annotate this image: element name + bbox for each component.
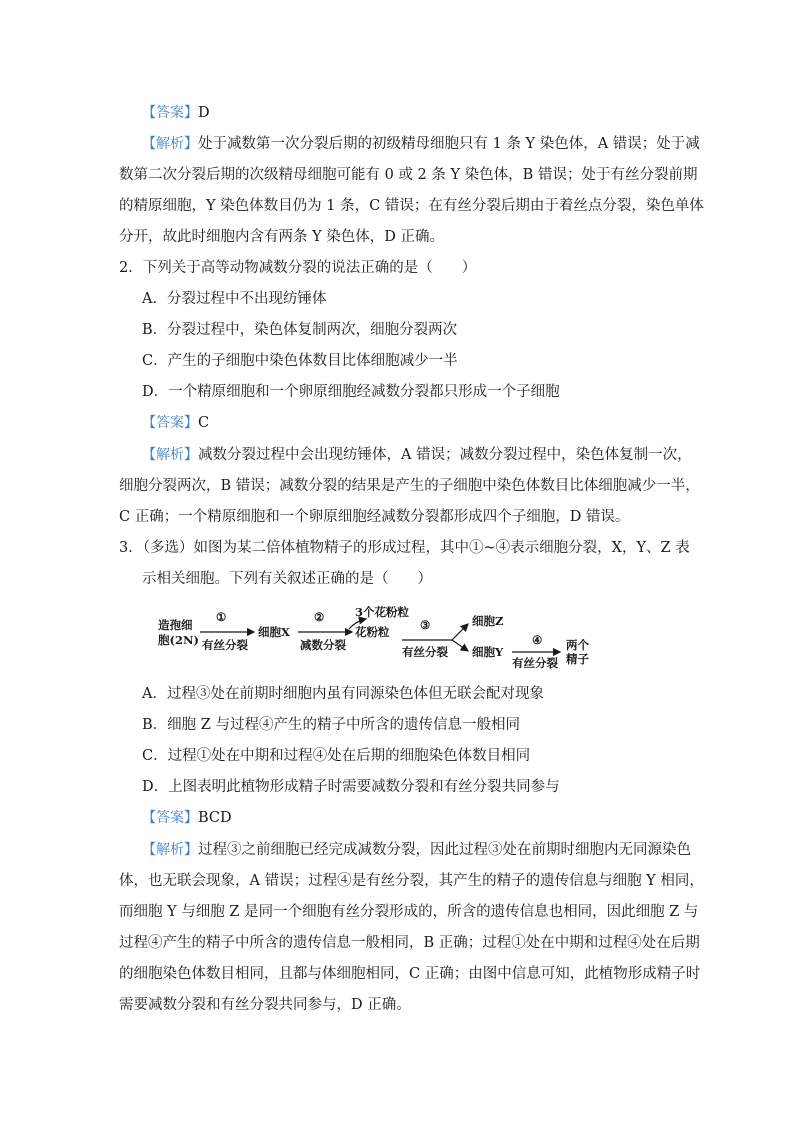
analysis-text: 过程③之前细胞已经完成减数分裂，因此过程③处在前期时细胞内无同源染色 <box>198 842 691 858</box>
q3-analysis-line: 的细胞染色体数目相同，且都与体细胞相同，C 正确；由图中信息可知，此植物形成精子时 <box>119 966 701 982</box>
step-3-label: 有丝分裂 <box>402 645 448 659</box>
step-3-number: ③ <box>420 618 431 632</box>
q3-option-b: B．细胞 Z 与过程④产生的精子中所含的遗传信息一般相同 <box>142 717 520 733</box>
q3-stem-line: 示相关细胞。下列有关叙述正确的是（ ） <box>142 571 432 587</box>
answer-value: C <box>198 415 210 431</box>
cell-z-label: 细胞Z <box>472 614 504 628</box>
q1-analysis-line: 分开，故此时细胞内含有两条 Y 染色体，D 正确。 <box>119 229 445 245</box>
start-cell-label: 造孢细 <box>158 618 193 632</box>
q3-stem-line: 3．（多选）如图为某二倍体植物精子的形成过程，其中①~④表示细胞分裂，X，Y、Z 表 <box>119 540 690 556</box>
analysis-tag: 【解析】 <box>142 842 198 858</box>
answer-tag: 【答案】 <box>142 810 198 826</box>
step-2-number: ② <box>314 610 325 624</box>
pollen-label: 花粉粒 <box>355 625 390 639</box>
q2-analysis-line: 细胞分裂两次，B 错误；减数分裂的结果是产生的子细胞中染色体数目比体细胞减少一半， <box>119 478 700 494</box>
answer-tag: 【答案】 <box>142 415 198 431</box>
analysis-text: 处于减数第一次分裂后期的初级精母细胞只有 1 条 Y 染色体，A 错误；处于减 <box>198 136 700 152</box>
start-cell-label: 胞(2N) <box>158 633 199 647</box>
answer-value: BCD <box>198 810 232 826</box>
step-4-number: ④ <box>532 633 543 647</box>
step-1-number: ① <box>216 610 227 624</box>
q3-analysis-line: 过程④产生的精子中所含的遗传信息一般相同，B 正确；过程①处在中期和过程④处在后期 <box>119 935 700 951</box>
end-cell-label: 精子 <box>566 652 589 666</box>
three-pollen-label: 3个花粉粒 <box>355 605 410 619</box>
q2-analysis-line <box>142 445 692 465</box>
q1-answer <box>142 103 210 123</box>
q2-analysis-line: C 正确；一个精原细胞和一个卵原细胞经减数分裂都形成四个子细胞，D 错误。 <box>119 509 630 525</box>
arrow-to-cell-z <box>452 624 468 640</box>
analysis-tag: 【解析】 <box>142 136 198 152</box>
q2-option-a: A．分裂过程中不出现纺锤体 <box>142 291 327 307</box>
cell-y-label: 细胞Y <box>472 645 504 659</box>
step-1-label: 有丝分裂 <box>202 638 248 652</box>
cell-x-label: 细胞X <box>258 625 290 639</box>
q3-analysis-line: 而细胞 Y 与细胞 Z 是同一个细胞有丝分裂形成的，所含的遗传信息也相同，因此细胞 Z 与 <box>119 904 699 920</box>
spermatogenesis-diagram <box>156 605 606 671</box>
q3-analysis-line <box>142 840 691 860</box>
q3-option-c: C．过程①处在中期和过程④处在后期的细胞染色体数目相同 <box>142 748 531 764</box>
step-2-label: 减数分裂 <box>300 638 346 652</box>
step-4-label: 有丝分裂 <box>512 656 558 670</box>
q2-stem: 2．下列关于高等动物减数分裂的说法正确的是（ ） <box>119 260 477 276</box>
q3-analysis-line: 体，也无联会现象，A 错误；过程④是有丝分裂，其产生的精子的遗传信息与细胞 Y 相同， <box>119 873 704 889</box>
q1-analysis-line: 的精原细胞，Y 染色体数目仍为 1 条，C 错误；在有丝分裂后期由于着丝点分裂，染色单体 <box>119 198 704 214</box>
q2-option-c: C．产生的子细胞中染色体数目比体细胞减少一半 <box>142 353 458 369</box>
q2-option-b: B．分裂过程中，染色体复制两次，细胞分裂两次 <box>142 322 458 338</box>
q2-option-d: D．一个精原细胞和一个卵原细胞经减数分裂都只形成一个子细胞 <box>142 384 560 400</box>
analysis-text: 减数分裂过程中会出现纺锤体，A 错误；减数分裂过程中，染色体复制一次， <box>198 447 692 463</box>
answer-tag: 【答案】 <box>142 105 198 121</box>
analysis-tag: 【解析】 <box>142 447 198 463</box>
q1-analysis-line: 数第二次分裂后期的次级精母细胞可能有 0 或 2 条 Y 染色体，B 错误；处于有丝分裂前期 <box>119 167 698 183</box>
q2-answer <box>142 413 209 433</box>
end-cell-label: 两个 <box>566 638 589 652</box>
q3-option-a: A．过程③处在前期时细胞内虽有同源染色体但无联会配对现象 <box>142 686 544 702</box>
q3-option-d: D．上图表明此植物形成精子时需要减数分裂和有丝分裂共同参与 <box>142 779 560 795</box>
q1-analysis-line <box>142 134 700 154</box>
q3-analysis-line: 需要减数分裂和有丝分裂共同参与，D 正确。 <box>119 997 411 1013</box>
arrow-to-cell-y <box>452 640 468 651</box>
answer-value: D <box>198 105 210 121</box>
q3-answer <box>142 808 232 828</box>
